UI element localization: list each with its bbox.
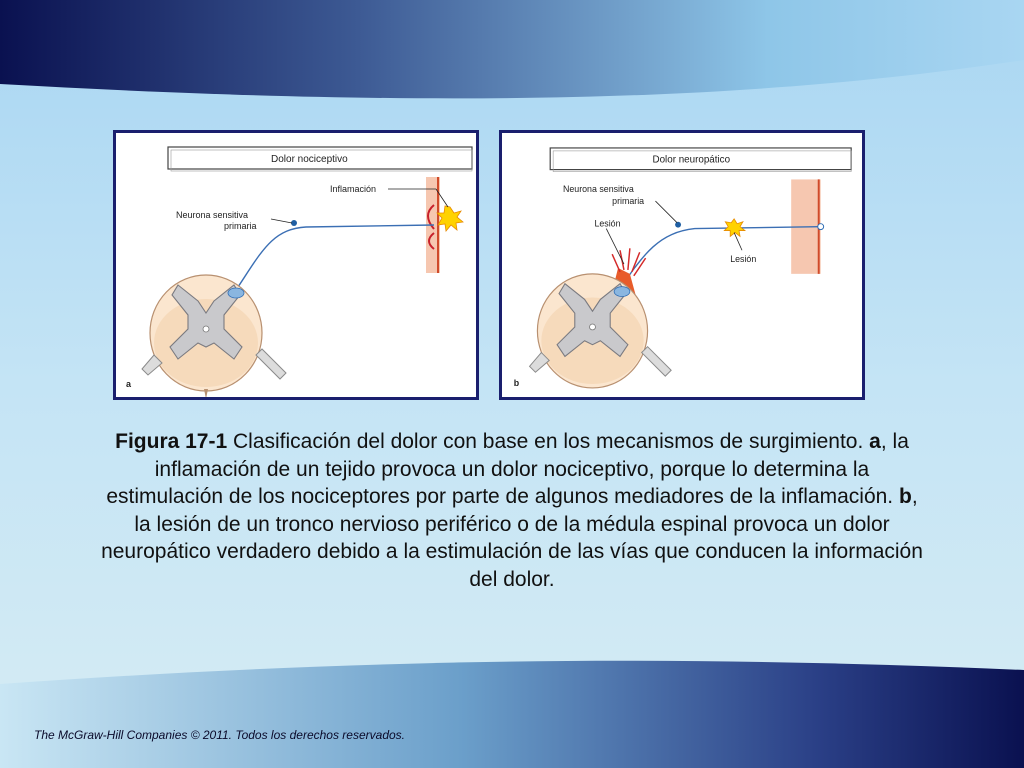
label-lesion-right: Lesión	[730, 254, 757, 265]
caption-part1: Clasificación del dolor con base en los mecanismos de surgimiento.	[227, 430, 870, 453]
bottom-decorative-band	[0, 658, 1024, 768]
neuron-fiber-b	[618, 227, 819, 292]
caption-part3: , la lesión de un tronco nervioso periférico o de la médula espinal provoca un dolor neuropático verdadero debido a la estimulación de las vías que conducen la información del dolor.	[101, 485, 923, 591]
panel-a-title: Dolor nociceptivo	[271, 154, 348, 165]
top-decorative-band	[0, 0, 1024, 110]
label-lesion-left: Lesión	[594, 218, 621, 229]
caption-figure-number: Figura 17-1	[115, 430, 228, 453]
label-neuron-line1: Neurona sensitiva	[176, 210, 249, 220]
caption-letter-b: b	[898, 485, 912, 508]
footer-copyright: The McGraw-Hill Companies © 2011. Todos los derechos reservados.	[34, 728, 406, 742]
label-inflammation: Inflamación	[330, 184, 377, 194]
spinal-cord-diagram-b	[530, 274, 672, 388]
label-neuron-line2: primaria	[224, 221, 257, 231]
inflammation-burst-icon	[437, 206, 463, 231]
caption-part2: , la inflamación de un tejido provoca un dolor nociceptivo, porque lo determina la estimulación de los nociceptores por parte de algunos mediadores de la inflamación.	[106, 430, 909, 508]
panel-a-letter: a	[126, 379, 132, 389]
panel-b-letter: b	[513, 377, 520, 388]
spinal-cord-diagram	[142, 275, 286, 397]
figure-caption	[100, 428, 924, 593]
label-neuron-line1-b: Neurona sensitiva	[562, 184, 634, 195]
panel-b-title: Dolor neuropático	[652, 154, 731, 166]
caption-letter-a: a	[869, 430, 881, 453]
figure-panel-b	[499, 130, 865, 400]
neuron-fiber	[234, 225, 434, 293]
figure-panel-a	[113, 130, 479, 400]
label-neuron-line2-b: primaria	[612, 196, 645, 207]
